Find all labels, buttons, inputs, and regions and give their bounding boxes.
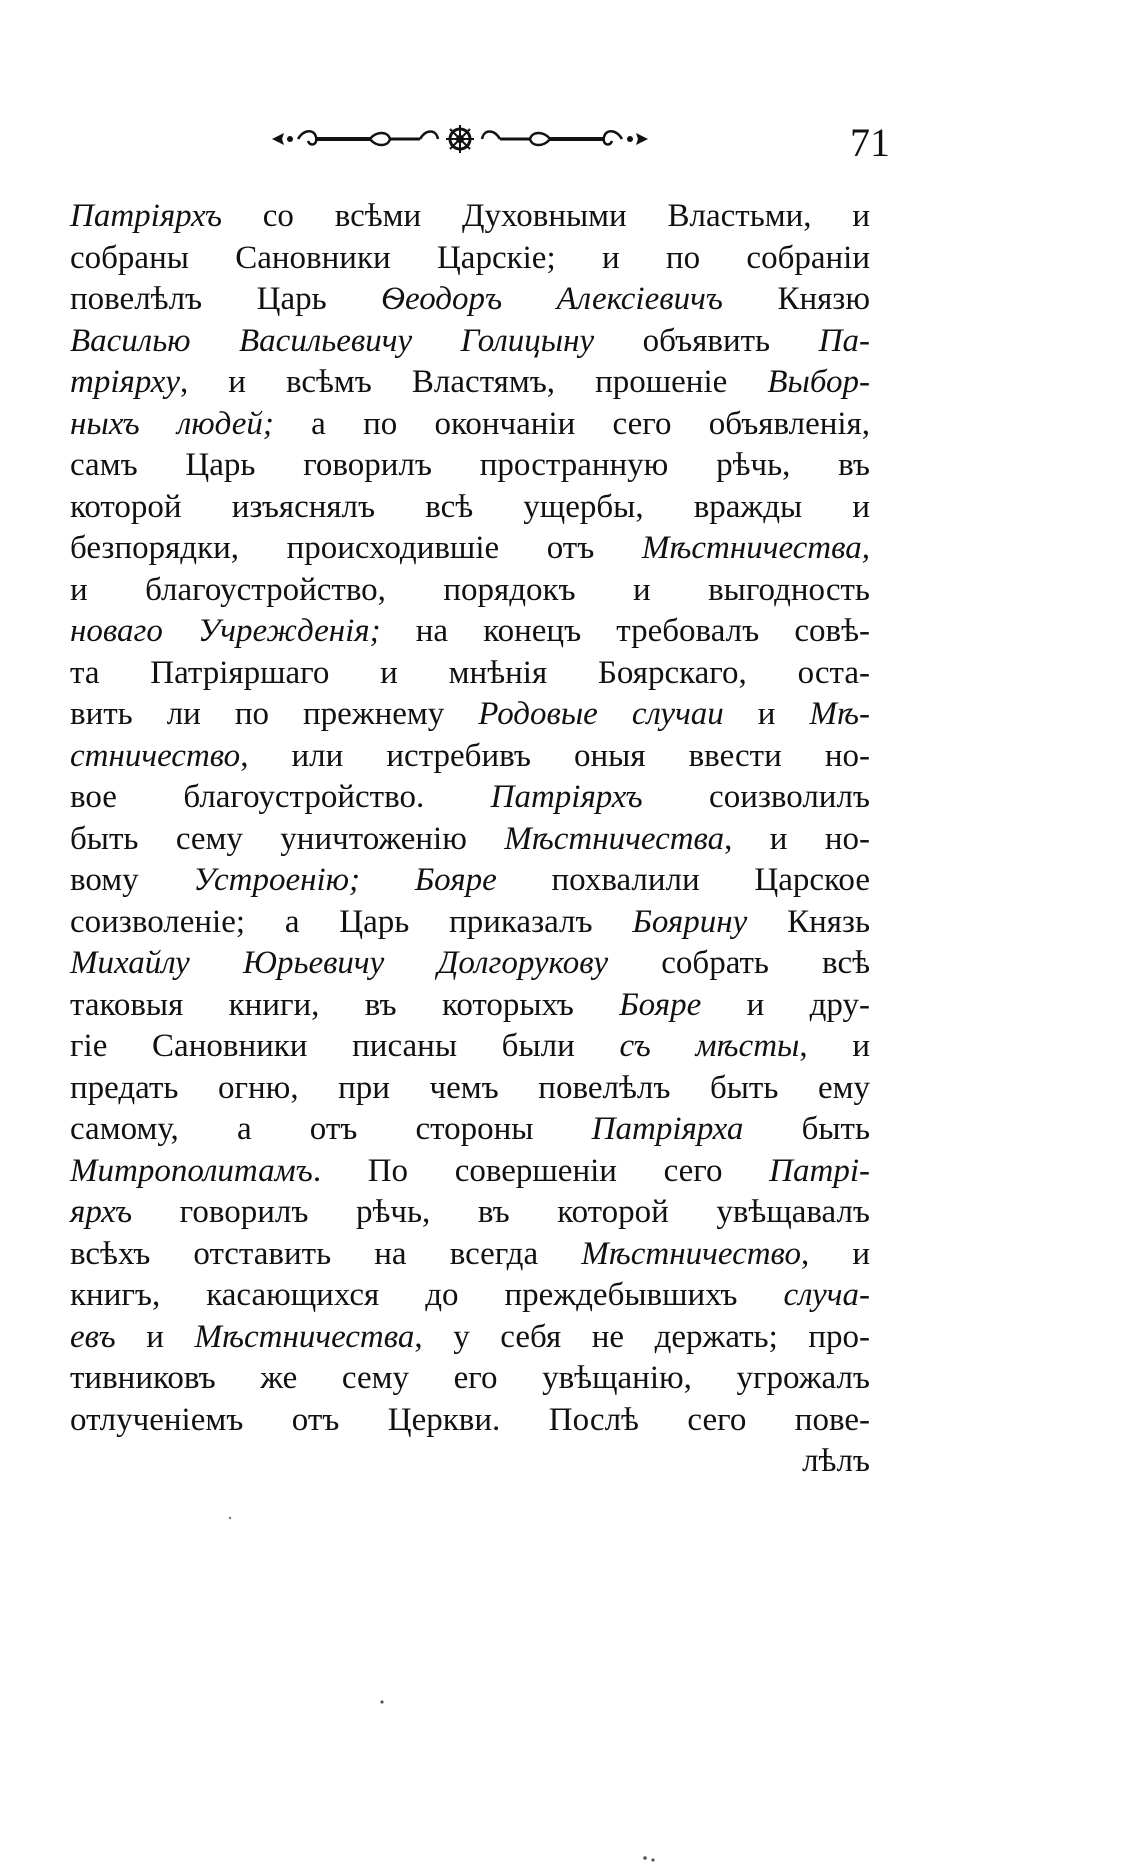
text-line xyxy=(70,777,870,819)
text-segment: книгъ, касающихся до преждебывшихъ xyxy=(70,1277,784,1313)
text-segment: вое благоустройство. xyxy=(70,779,491,815)
text-line xyxy=(70,1358,870,1400)
italic-text-segment: Устроенію; Бояре xyxy=(193,862,497,898)
italic-text-segment: Ѳеодоръ Алексіевичъ xyxy=(381,281,723,317)
text-segment: вить ли по прежнему xyxy=(70,696,479,732)
italic-text-segment: Бояре xyxy=(619,986,702,1023)
italic-text-segment: Родовые случаи xyxy=(478,696,724,732)
text-line xyxy=(70,1151,870,1193)
italic-text-segment: новаго Учрежденія; xyxy=(70,613,381,649)
text-line xyxy=(70,528,870,570)
text-segment: , у себя не держать; про- xyxy=(414,1318,870,1355)
text-segment: которой изъяснялъ всѣ ущербы, вражды и xyxy=(70,488,870,525)
italic-text-segment: съ мѣсты xyxy=(619,1028,800,1064)
text-line xyxy=(70,1068,870,1110)
italic-text-segment: Мѣстничества, xyxy=(641,530,870,566)
italic-text-segment: Василью Васильевичу Голицыну xyxy=(70,322,595,359)
text-line xyxy=(70,1109,870,1151)
body-text xyxy=(70,196,870,1483)
text-segment: тивниковъ же сему его увѣщанію, угрожалъ xyxy=(70,1360,870,1396)
text-segment: быть xyxy=(743,1111,870,1147)
text-line xyxy=(70,902,870,944)
text-segment: и xyxy=(115,1318,195,1355)
italic-text-segment: Патрі- xyxy=(769,1152,870,1189)
text-segment: гіе Сановники писаны были xyxy=(70,1028,620,1064)
italic-text-segment: стничество xyxy=(70,737,241,774)
text-line xyxy=(70,238,870,280)
text-line xyxy=(70,1026,870,1068)
text-segment: самъ Царь говорилъ пространную рѣчь, въ xyxy=(70,447,870,483)
text-line xyxy=(70,1275,870,1317)
text-segment: собраны Сановники Царскіе; и по собраніи xyxy=(70,239,870,276)
text-segment: , и но- xyxy=(724,820,870,857)
text-segment: со всѣми Духовными Властьми, и xyxy=(221,198,870,234)
italic-text-segment: Митрополитамъ xyxy=(70,1152,313,1189)
text-line xyxy=(70,943,870,985)
italic-text-segment: Патріярхъ xyxy=(490,779,643,815)
text-segment: безпорядки, происходившіе отъ xyxy=(70,530,642,566)
text-segment: и дру- xyxy=(701,986,870,1023)
text-segment: быть сему уничтоженію xyxy=(70,820,505,857)
text-line xyxy=(70,196,870,238)
text-segment: всѣхъ отставить на всегда xyxy=(70,1235,582,1272)
text-line xyxy=(70,279,870,321)
text-line xyxy=(70,985,870,1027)
text-line xyxy=(70,860,870,902)
text-segment: Князю xyxy=(722,281,870,317)
text-line xyxy=(70,1400,870,1442)
text-segment: отлученіемъ отъ Церкви. Послѣ сего пове- xyxy=(70,1401,870,1438)
text-line xyxy=(70,570,870,612)
italic-text-segment: Мѣ- xyxy=(809,696,870,732)
italic-text-segment: ярхъ xyxy=(70,1194,133,1230)
text-segment: соизволилъ xyxy=(642,779,870,815)
text-line xyxy=(70,1234,870,1276)
italic-text-segment: ныхъ людей; xyxy=(70,405,274,442)
text-segment: та Патріяршаго и мнѣнія Боярскаго, оста- xyxy=(70,654,870,691)
page-number: 71 xyxy=(850,120,890,165)
text-line xyxy=(70,819,870,861)
text-segment: объявить xyxy=(594,322,819,359)
text-line xyxy=(70,1441,870,1483)
text-segment: , и всѣмъ Властямъ, прошеніе xyxy=(179,364,768,400)
text-line xyxy=(70,736,870,778)
text-line xyxy=(70,1317,870,1359)
text-segment: и благоустройство, порядокъ и выгодность xyxy=(70,571,870,608)
italic-text-segment: Патріярха xyxy=(591,1111,744,1147)
text-segment: , или истребивъ оныя ввести но- xyxy=(240,737,870,774)
text-segment: на конецъ требовалъ совѣ- xyxy=(380,613,870,649)
text-segment: собрать всѣ xyxy=(608,945,871,981)
text-segment: . По совершеніи сего xyxy=(312,1152,770,1189)
decorative-headpiece-icon xyxy=(270,123,650,155)
italic-text-segment: Мѣстничества xyxy=(194,1318,415,1355)
italic-text-segment: случа- xyxy=(783,1277,870,1313)
text-segment: похвалили Царское xyxy=(496,862,870,898)
italic-text-segment: Выбор- xyxy=(767,364,870,400)
italic-text-segment: Па- xyxy=(818,322,870,359)
text-line xyxy=(70,1192,870,1234)
text-line xyxy=(70,487,870,529)
italic-text-segment: евъ xyxy=(70,1318,116,1355)
italic-text-segment: Мѣстничества xyxy=(504,820,725,857)
text-segment: самому, а отъ стороны xyxy=(70,1111,592,1147)
italic-text-segment: Патріярхъ xyxy=(70,198,222,234)
text-segment: соизволеніе; а Царь приказалъ xyxy=(70,903,633,940)
text-line xyxy=(70,321,870,363)
italic-text-segment: Мѣстничество xyxy=(581,1235,801,1272)
text-segment: таковыя книги, въ которыхъ xyxy=(70,986,620,1023)
text-segment: а по окончаніи сего объявленія, xyxy=(273,405,870,442)
text-segment: , и xyxy=(799,1028,870,1064)
text-line xyxy=(70,694,870,736)
text-segment: лѣлъ xyxy=(802,1443,870,1479)
page-header xyxy=(270,118,890,168)
text-line xyxy=(70,362,870,404)
text-line xyxy=(70,445,870,487)
text-segment: , и xyxy=(800,1235,871,1272)
italic-text-segment: Михайлу Юрьевичу Долгорукову xyxy=(70,945,609,981)
text-line xyxy=(70,404,870,446)
text-segment: вому xyxy=(70,862,194,898)
text-line xyxy=(70,611,870,653)
text-segment: повелѣлъ Царь xyxy=(70,281,382,317)
italic-text-segment: Боярину xyxy=(632,903,748,940)
text-line xyxy=(70,653,870,695)
text-segment: предать огню, при чемъ повелѣлъ быть ему xyxy=(70,1069,870,1106)
text-segment: и xyxy=(723,696,810,732)
text-segment: Князь xyxy=(747,903,871,940)
text-segment: говорилъ рѣчь, въ которой увѣщавалъ xyxy=(132,1194,870,1230)
italic-text-segment: тріярху xyxy=(70,364,180,400)
